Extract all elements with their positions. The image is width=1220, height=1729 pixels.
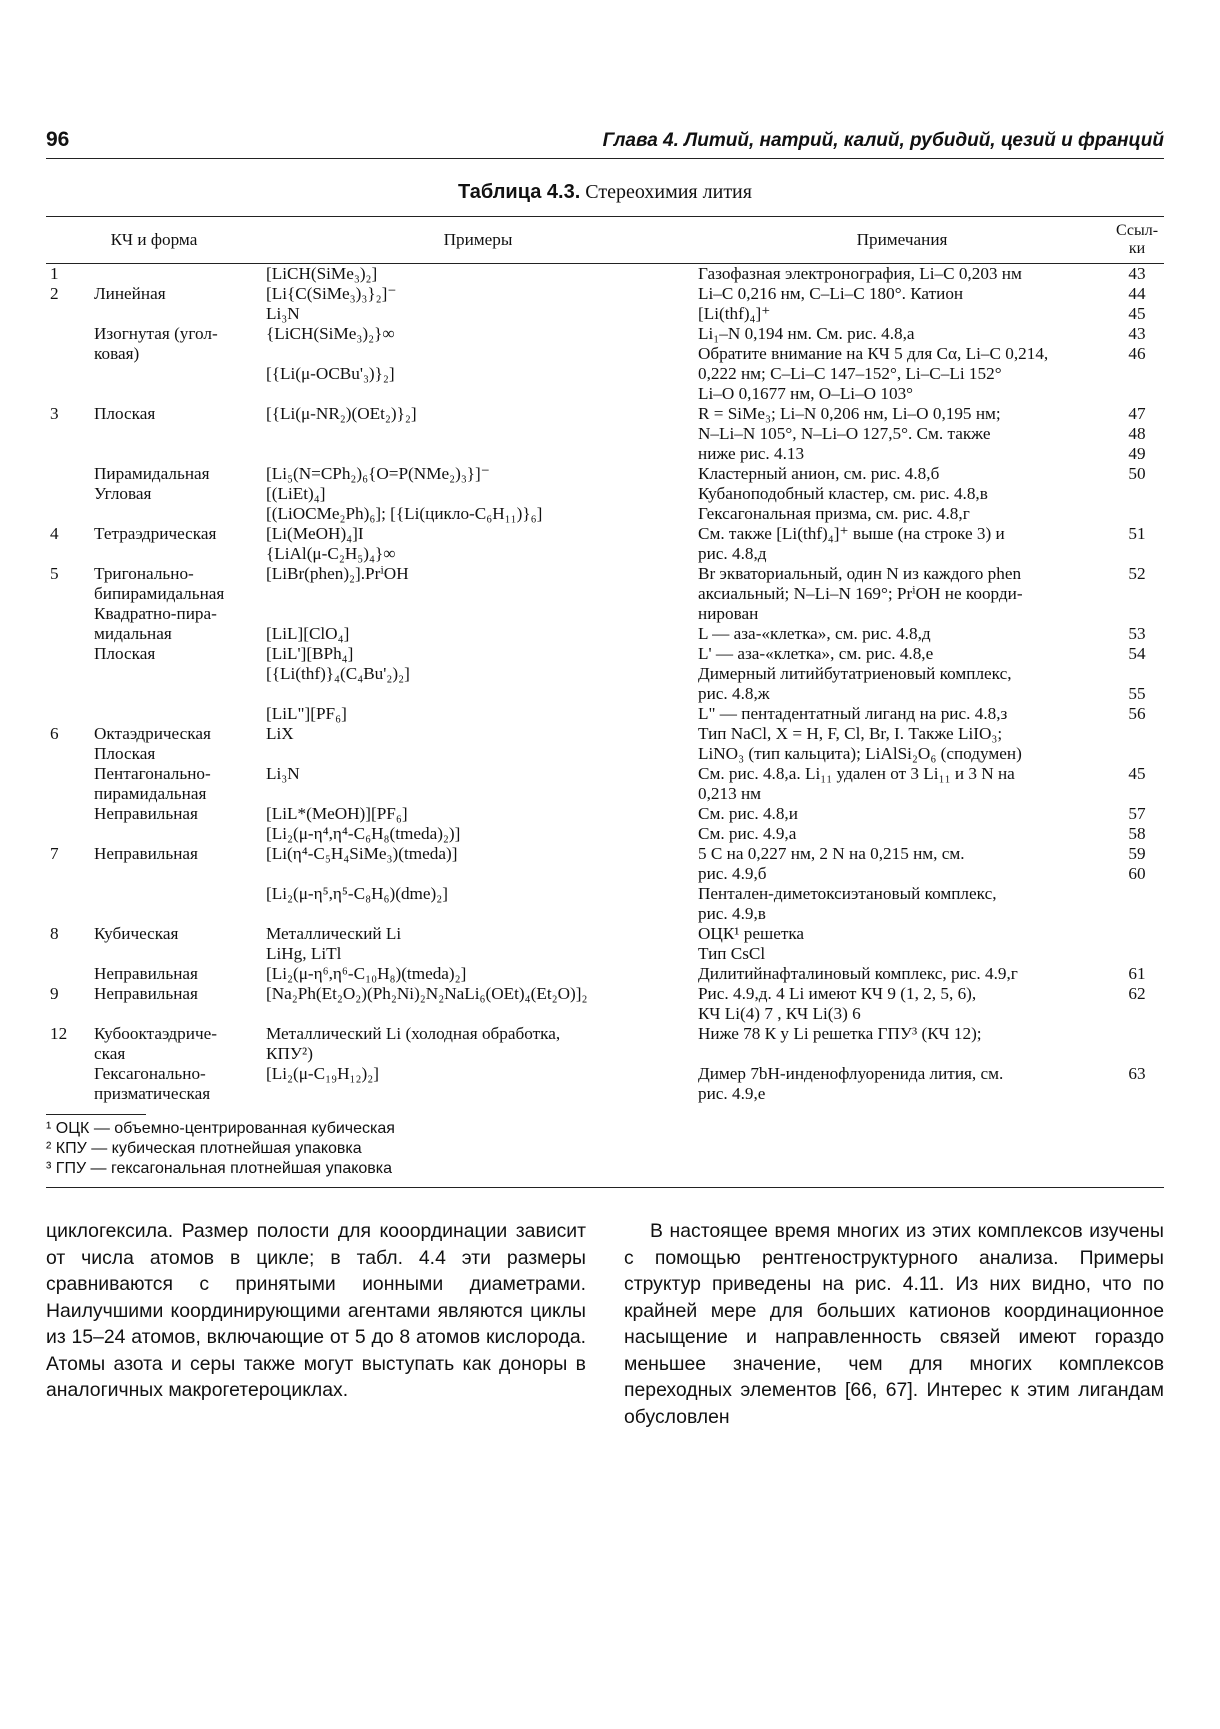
cn-number-cell: 5 xyxy=(50,564,59,583)
table-title xyxy=(46,181,1164,204)
running-title: Глава 4. Литий, натрий, калий, рубидий, цезий и франций xyxy=(602,130,1164,151)
examples-cell: [LiBr(phen)₂].PrⁱOH [LiL][ClO₄] [LiL'][BPh₄] [{Li(thf)}₄(C₄Bu'₂)₂] [LiL"][PF₆] xyxy=(266,564,410,723)
examples-cell: {LiCH(SiMe₃)₂}∞ [{Li(μ-OCBu'₃)}₂] xyxy=(266,324,395,383)
notes-cell: R = SiMe₃; Li–N 0,206 нм, Li–O 0,195 нм; N–Li–N 105°, N–Li–O 127,5°. См. также ниже рис. 4.13 xyxy=(698,404,1001,463)
shape-cell xyxy=(90,264,262,285)
table-row xyxy=(46,264,1164,285)
table-end-rule xyxy=(46,1187,1164,1188)
stereochemistry-table xyxy=(46,216,1164,1110)
table-row xyxy=(46,404,1164,464)
cn-number-cell: 3 xyxy=(50,404,59,423)
refs-cell: 52 53 54 55 56 xyxy=(1128,564,1146,723)
refs-cell: 62 xyxy=(1128,984,1146,1003)
examples-cell: [{Li(μ-NR₂)(OEt₂)}₂] xyxy=(266,404,417,423)
shape-cell: Октаэдрическая Плоская Пентагонально- пирамидальная Неправильная xyxy=(94,724,211,823)
notes-cell: Ниже 78 К у Li решетка ГПУ³ (КЧ 12); Димер 7bH-инденофлуоренида лития, см. рис. 4.9,е xyxy=(698,1024,1004,1103)
notes-cell: Br экваториальный, один N из каждого phen аксиальный; N–Li–N 169°; PrⁱOH не коорди- нирован L — аза-«клетка», см. рис. 4.8,д L' — аза-«клетка», см. рис. 4.8,е Димерный литийбутатриеновый комплекс, рис. 4.8,ж L" — пентадентатный лиганд на рис. 4.8,з xyxy=(698,564,1023,723)
refs-cell: 43 xyxy=(1128,264,1146,283)
table-row xyxy=(46,844,1164,924)
col-header-notes: Примечания xyxy=(694,217,1110,264)
examples-cell: [Li(MeOH)₄]I {LiAl(μ-C₂H₅)₄}∞ xyxy=(266,524,396,563)
examples-cell: Металлический Li LiHg, LiTl [Li₂(μ-η⁶,η⁶-C₁₀H₈)(tmeda)₂] xyxy=(266,924,467,983)
cn-number-cell: 7 xyxy=(50,844,59,863)
shape-cell: Изогнутая (угол- ковая) xyxy=(94,324,218,363)
body-column-right xyxy=(624,1218,1164,1430)
table-row xyxy=(46,464,1164,524)
table-title-label: Таблица 4.3. xyxy=(458,181,581,203)
notes-cell: Газофазная электронография, Li–C 0,203 нм xyxy=(698,264,1022,283)
footnote: ² КПУ — кубическая плотнейшая упаковка xyxy=(46,1140,362,1157)
shape-cell: Кубическая Неправильная xyxy=(94,924,198,983)
notes-cell: Li₁–N 0,194 нм. См. рис. 4.8,а Обратите внимание на КЧ 5 для Cα, Li–C 0,214, 0,222 нм; C–Li–C 147–152°, Li–C–Li 152° Li–O 0,1677 нм, O–Li–O 103° xyxy=(698,324,1049,403)
table-row xyxy=(46,924,1164,984)
cn-number-cell xyxy=(46,464,90,524)
notes-cell: Тип NaCl, X = H, F, Cl, Br, I. Также LiIO₃; LiNO₃ (тип кальцита); LiAlSi₂O₆ (сподумен) См. рис. 4.8,а. Li₁₁ удален от 3 Li₁₁ и 3 N на 0,213 нм См. рис. 4.8,и См. рис. 4.9,а xyxy=(698,724,1022,843)
cn-number-cell: 6 xyxy=(50,724,59,743)
page-header xyxy=(46,128,1164,159)
cn-number-cell: 1 xyxy=(50,264,59,283)
shape-cell: Пирамидальная Угловая xyxy=(94,464,210,503)
table-body xyxy=(46,264,1164,1111)
cn-number-cell: 9 xyxy=(50,984,59,1003)
table-row xyxy=(46,1024,1164,1110)
notes-cell: 5 C на 0,227 нм, 2 N на 0,215 нм, см. рис. 4.9,б Пентален-диметоксиэтановый комплекс, рис. 4.9,в xyxy=(698,844,997,923)
table-row xyxy=(46,724,1164,844)
footnote: ³ ГПУ — гексагональная плотнейшая упаковка xyxy=(46,1160,393,1177)
table-row xyxy=(46,284,1164,324)
cn-number-cell: 8 xyxy=(50,924,59,943)
cn-number-cell: 12 xyxy=(50,1024,68,1043)
refs-cell: 63 xyxy=(1128,1064,1146,1083)
examples-cell: [Li₅(N=CPh₂)₆{O=P(NMe₂)₃}]⁻ [(LiEt)₄] [(LiOCMe₂Ph)₆]; [{Li(цикло-C₆H₁₁)}₆] xyxy=(266,464,543,523)
paragraph: циклогексила. Размер полости для кооординации зависит от числа атомов в цикле; в табл. 4.4 эти размеры сравниваются с принятыми ионными диаметрами. Наилучшими координирующими агентами являются циклы из 15–24 атомов, включающие от 5 до 8 атомов кислорода. Атомы азота и серы также могут выступать как доноры в аналогичных макрогетероциклах. xyxy=(46,1220,586,1401)
examples-cell: [Na₂Ph(Et₂O₂)(Ph₂Ni)₂N₂NaLi₆(OEt)₄(Et₂O)]₂ xyxy=(266,984,588,1003)
table-title-text: Стереохимия лития xyxy=(580,181,752,203)
notes-cell: Li–C 0,216 нм, C–Li–C 180°. Катион [Li(thf)₄]⁺ xyxy=(698,284,964,323)
examples-cell: LiX Li₃N [LiL*(MeOH)][PF₆] [Li₂(μ-η⁴,η⁴-C₆H₈(tmeda)₂)] xyxy=(266,724,461,843)
notes-cell: См. также [Li(thf)₄]⁺ выше (на строке 3) и рис. 4.8,д xyxy=(698,524,1005,563)
refs-cell: 61 xyxy=(1128,964,1146,983)
examples-cell: [Li(η⁴-C₅H₄SiMe₃)(tmeda)] [Li₂(μ-η⁵,η⁵-C₈H₆)(dme)₂] xyxy=(266,844,458,903)
shape-cell: Тригонально- бипирамидальная Квадратно-пира- мидальная Плоская xyxy=(94,564,225,663)
page-number: 96 xyxy=(46,128,70,151)
refs-cell: 59 60 xyxy=(1128,844,1146,883)
table-row xyxy=(46,984,1164,1024)
page xyxy=(46,128,1164,1430)
col-header-refs: Ссыл- ки xyxy=(1110,217,1164,264)
shape-cell: Тетраэдрическая xyxy=(94,524,217,543)
cn-number-cell: 4 xyxy=(50,524,59,543)
shape-cell: Неправильная xyxy=(94,844,198,863)
examples-cell: [LiCH(SiMe₃)₂] xyxy=(266,264,378,283)
refs-cell: 44 45 xyxy=(1128,284,1146,323)
notes-cell: Рис. 4.9,д. 4 Li имеют КЧ 9 (1, 2, 5, 6), КЧ Li(4) 7 , КЧ Li(3) 6 xyxy=(698,984,977,1023)
notes-cell: ОЦК¹ решетка Тип CsCl Дилитийнафталиновый комплекс, рис. 4.9,г xyxy=(698,924,1018,983)
body-column-left xyxy=(46,1218,586,1430)
footnote: ¹ ОЦК — объемно-центрированная кубическая xyxy=(46,1120,395,1137)
cn-number-cell: 2 xyxy=(50,284,59,303)
shape-cell: Неправильная xyxy=(94,984,198,1003)
shape-cell: Плоская xyxy=(94,404,156,423)
refs-cell: 43 46 xyxy=(1128,324,1146,363)
examples-cell: [Li{C(SiMe₃)₃}₂]⁻ Li₃N xyxy=(266,284,397,323)
shape-cell: Кубооктаэдриче- ская Гексагонально- призматическая xyxy=(94,1024,217,1103)
shape-cell: Линейная xyxy=(94,284,166,303)
body-text xyxy=(46,1218,1164,1430)
table-header-row xyxy=(46,217,1164,264)
cn-number-cell xyxy=(46,324,90,404)
refs-cell: 51 xyxy=(1128,524,1146,543)
refs-cell: 47 48 49 xyxy=(1128,404,1146,463)
table-row xyxy=(46,524,1164,564)
examples-cell: Металлический Li (холодная обработка, КПУ²) [Li₂(μ-C₁₉H₁₂)₂] xyxy=(266,1024,561,1083)
col-header-examples: Примеры xyxy=(262,217,694,264)
footnote-divider xyxy=(46,1114,146,1115)
refs-cell: 45 57 58 xyxy=(1128,764,1146,843)
table-row xyxy=(46,324,1164,404)
paragraph: В настоящее время многих из этих комплексов изучены с помощью рентгеноструктурного анализа. Примеры структур приведены на рис. 4.11. Из них видно, что по крайней мере для больших катионов координационное насыщение и направленность связей имеют гораздо меньшее значение, чем для многих комплексов переходных элементов [66, 67]. Интерес к этим лигандам обусловлен xyxy=(624,1220,1164,1428)
notes-cell: Кластерный анион, см. рис. 4.8,б Кубаноподобный кластер, см. рис. 4.8,в Гексагональная призма, см. рис. 4.8,г xyxy=(698,464,988,523)
col-header-cn: КЧ и форма xyxy=(46,217,262,264)
table-row xyxy=(46,564,1164,724)
footnotes xyxy=(46,1119,1164,1179)
refs-cell: 50 xyxy=(1128,464,1146,483)
